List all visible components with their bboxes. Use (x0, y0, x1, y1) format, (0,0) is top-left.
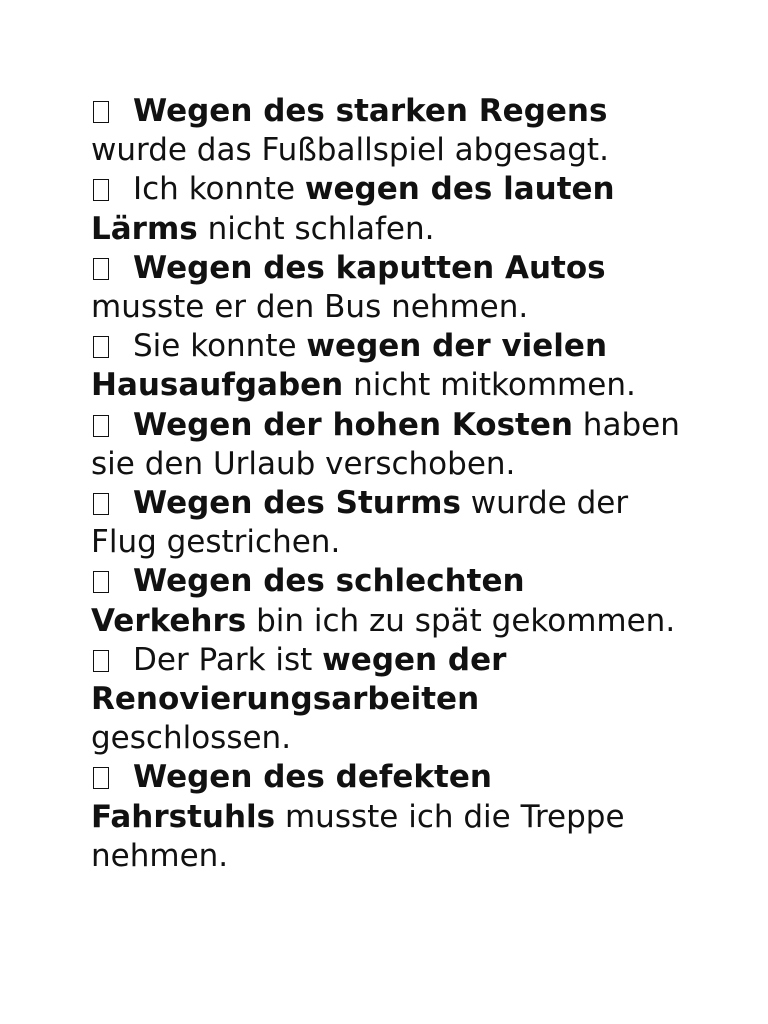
sentence-item (91, 327, 681, 405)
sentence-rest: bin ich zu spät gekommen. (246, 602, 676, 639)
checkbox-bullet-icon (93, 415, 109, 437)
sentence-item (91, 92, 681, 170)
sentence-prefix: Sie konnte (133, 328, 307, 365)
sentence-rest: nicht mitkommen. (343, 367, 636, 404)
sentence-rest: geschlossen. (91, 720, 292, 757)
checkbox-bullet-icon (93, 571, 109, 593)
checkbox-bullet-icon (93, 493, 109, 515)
sentence-cause: wegen der vielen Hausaufgaben (91, 328, 608, 404)
sentence-cause: Wegen des schlechten Verkehrs (91, 563, 525, 639)
sentence-cause: Wegen des Sturms (133, 485, 461, 522)
sentence-rest: musste ich die Treppe nehmen. (91, 798, 625, 874)
sentence-list (91, 92, 681, 876)
sentence-item (91, 484, 681, 562)
checkbox-bullet-icon (93, 650, 109, 672)
sentence-cause: Wegen des kaputten Autos (133, 249, 606, 286)
sentence-item (91, 170, 681, 248)
sentence-rest: musste er den Bus nehmen. (91, 289, 529, 326)
sentence-item (91, 249, 681, 327)
sentence-rest: wurde das Fußballspiel abgesagt. (91, 132, 609, 169)
sentence-rest: wurde der Flug gestrichen. (91, 485, 629, 561)
sentence-cause: wegen des lauten Lärms (91, 171, 615, 247)
checkbox-bullet-icon (93, 179, 109, 201)
sentence-item (91, 406, 681, 484)
sentence-rest: nicht schlafen. (197, 210, 435, 247)
sentence-cause: wegen der Renovierungsarbeiten (91, 641, 507, 718)
sentence-prefix: Ich konnte (133, 171, 305, 208)
sentence-rest: haben sie den Urlaub verschoben. (91, 406, 680, 482)
sentence-item (91, 758, 681, 876)
checkbox-bullet-icon (93, 258, 109, 280)
sentence-prefix: Der Park ist (133, 641, 323, 678)
sentence-cause: Wegen des defekten Fahrstuhls (91, 759, 492, 835)
sentence-item (91, 562, 681, 640)
checkbox-bullet-icon (93, 336, 109, 358)
checkbox-bullet-icon (93, 101, 109, 123)
checkbox-bullet-icon (93, 767, 109, 789)
sentence-cause: Wegen der hohen Kosten (133, 406, 573, 443)
sentence-item (91, 641, 681, 759)
sentence-cause: Wegen des starken Regens (133, 93, 608, 129)
